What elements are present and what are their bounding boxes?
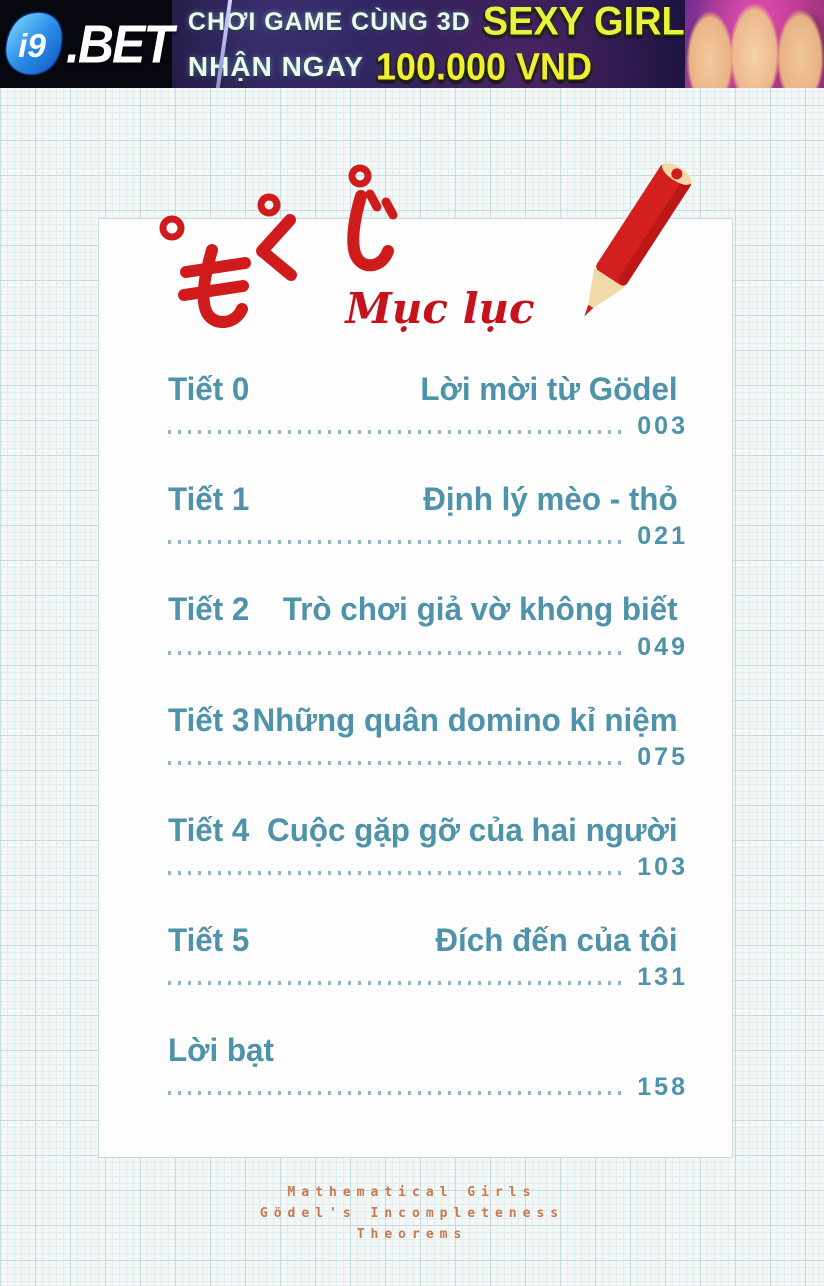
red-pencil-illustration <box>540 146 720 346</box>
entry-title: Trò chơi giả vờ không biết <box>282 591 678 628</box>
entry-label: Tiết 5 <box>168 921 250 958</box>
toc-list <box>98 372 733 1143</box>
toc-entry <box>168 1033 688 1102</box>
dotted-leader <box>168 651 621 655</box>
entry-page-number: 021 <box>637 522 688 551</box>
entry-title: Lời mời từ Gödel <box>420 371 678 407</box>
entry-title: Định lý mèo - thỏ <box>423 481 678 518</box>
entry-title: Cuộc gặp gỡ của hai người <box>267 811 678 848</box>
entry-label: Tiết 2 <box>168 591 250 628</box>
entry-label: Tiết 3 <box>168 701 250 738</box>
entry-title: Những quân domino kỉ niệm <box>252 701 678 738</box>
ad-line1-text: CHƠI GAME CÙNG 3D <box>187 7 471 36</box>
series-credit <box>0 1182 824 1245</box>
ad-line1-highlight: SEXY GIRL <box>482 0 685 44</box>
ad-brand-logo[interactable] <box>0 0 172 88</box>
credit-line-3: Theorems <box>356 1227 468 1242</box>
entry-page-number: 075 <box>637 742 688 771</box>
toc-entry <box>168 592 688 661</box>
dotted-leader <box>168 981 621 985</box>
ad-line2-text: NHẬN NGAY <box>187 50 364 82</box>
credit-line-2: Gödel's Incompleteness <box>259 1206 565 1221</box>
ad-brand-text: .BET <box>66 13 172 75</box>
ad-banner[interactable] <box>0 0 824 88</box>
entry-page-number: 131 <box>637 963 688 992</box>
entry-label: Tiết 1 <box>168 481 250 518</box>
entry-label: Tiết 4 <box>168 811 250 848</box>
entry-page-number: 103 <box>637 852 688 881</box>
dotted-leader <box>168 871 621 875</box>
toc-entry <box>168 923 688 992</box>
entry-label: Lời bạt <box>168 1032 274 1069</box>
svg-text:i9: i9 <box>18 27 46 65</box>
entry-page-number: 003 <box>637 412 688 441</box>
dotted-leader <box>168 540 621 544</box>
ad-text-block[interactable] <box>172 0 685 88</box>
toc-entry <box>168 372 688 441</box>
ad-models-image[interactable] <box>685 0 824 88</box>
ad-line2-highlight: 100.000 VND <box>375 44 593 88</box>
toc-entry <box>168 703 688 772</box>
toc-entry <box>168 482 688 551</box>
toc-heading: Mục lục <box>345 284 535 333</box>
dotted-leader <box>168 1091 621 1095</box>
dotted-leader <box>168 761 621 765</box>
i9bet-logo-icon <box>0 10 64 78</box>
toc-entry <box>168 813 688 882</box>
entry-label: Tiết 0 <box>168 371 250 407</box>
dotted-leader <box>168 430 621 434</box>
entry-title: Đích đến của tôi <box>435 921 678 958</box>
entry-page-number: 158 <box>637 1073 688 1102</box>
credit-line-1: Mathematical Girls <box>287 1185 537 1200</box>
entry-page-number: 049 <box>637 632 688 661</box>
